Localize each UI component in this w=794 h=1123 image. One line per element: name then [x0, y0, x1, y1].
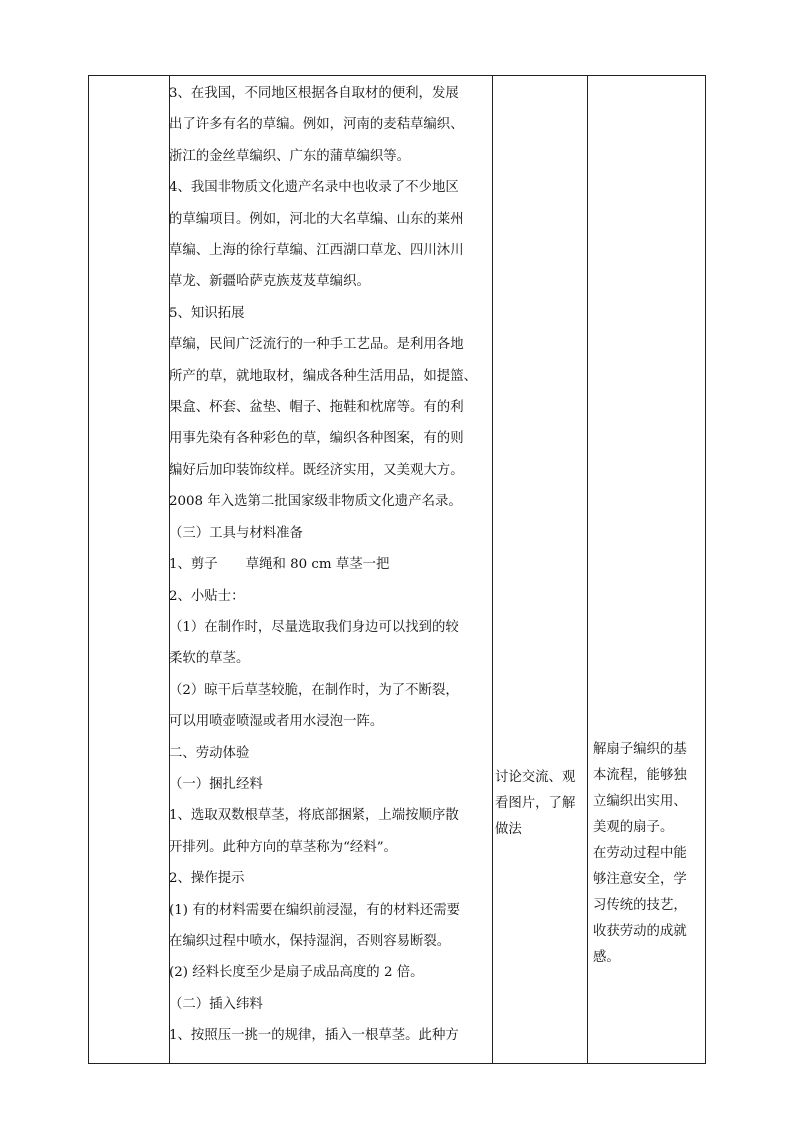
- goal-line: 解扇子编织的基: [593, 742, 687, 757]
- text-line: (2) 经料长度至少是扇子成品高度的 2 倍。: [169, 965, 424, 981]
- text-line: 用事先染有各种彩色的草，编织各种图案，有的则: [169, 431, 464, 447]
- content-column: [169, 78, 485, 1052]
- text-line: (1) 有的材料需要在编织前浸湿，有的材料还需要: [169, 902, 461, 918]
- method-column: [495, 765, 585, 843]
- text-line: 2、操作提示: [169, 871, 245, 887]
- text-line: 4、我国非物质文化遗产名录中也收录了不少地区: [169, 180, 459, 196]
- tools-line: [169, 549, 485, 580]
- text-line: 果盒、杯套、盆垫、帽子、拖鞋和枕席等。有的利: [169, 400, 464, 416]
- column-divider: [587, 76, 588, 1063]
- column-divider: [492, 76, 493, 1063]
- goal-line: 在劳动过程中能: [593, 846, 687, 861]
- text-line: 柔软的草茎。: [169, 651, 250, 667]
- text-line: 可以用喷壶喷湿或者用水浸泡一阵。: [169, 714, 384, 730]
- text-line: 5、知识拓展: [169, 305, 245, 321]
- text-line: （2）晾干后草茎较脆，在制作时，为了不断裂，: [169, 682, 459, 698]
- goal-line: 够注意安全，学: [593, 872, 687, 887]
- text-line: （三）工具与材料准备: [169, 525, 303, 541]
- method-line: 看图片，了解: [495, 796, 576, 811]
- text-line: 所产的草，就地取材，编成各种生活用品，如提篮、: [169, 368, 477, 384]
- text-line: 的草编项目。例如，河北的大名草编、山东的莱州: [169, 211, 464, 227]
- goal-line: 本流程，能够独: [593, 768, 687, 783]
- goal-column: [593, 737, 703, 971]
- text-line: 浙江的金丝草编织、广东的蒲草编织等。: [169, 148, 411, 164]
- text-line: 1、按照压一挑一的规律，插入一根草茎。此种方: [169, 1028, 459, 1044]
- text-line: 2008 年入选第二批国家级非物质文化遗产名录。: [169, 494, 462, 510]
- goal-line: 立编织出实用、: [593, 794, 687, 809]
- text-line: 开排列。此种方向的草茎称为“经料”。: [169, 839, 397, 855]
- text-line: 3、在我国，不同地区根据各自取材的便利，发展: [169, 86, 459, 101]
- text-line: 编好后加印装饰纹样。既经济实用，又美观大方。: [169, 462, 464, 478]
- goal-line: 美观的扇子。: [593, 820, 674, 835]
- text-line: 出了许多有名的草编。例如，河南的麦秸草编织、: [169, 117, 464, 133]
- method-line: 讨论交流、观: [495, 770, 576, 785]
- text-line: （1）在制作时，尽量选取我们身边可以找到的较: [169, 619, 459, 635]
- text-line: 在编织过程中喷水，保持湿润，否则容易断裂。: [169, 933, 451, 949]
- text-line: （一）捆扎经料: [169, 776, 263, 792]
- goal-line: 习传统的技艺，: [593, 898, 687, 913]
- text-line: 草龙、新疆哈萨克族芨芨草编织。: [169, 274, 370, 290]
- tools-right: 草绳和 80 cm 草茎一把: [245, 557, 390, 573]
- tools-left: 1、剪子: [169, 557, 218, 573]
- text-line: 二、劳动体验: [169, 745, 250, 761]
- method-line: 做法: [495, 822, 522, 837]
- goal-line: 感。: [593, 950, 620, 965]
- text-line: 1、选取双数根草茎，将底部捆紧，上端按顺序散: [169, 808, 459, 824]
- text-line: 草编、上海的徐行草编、江西湖口草龙、四川沐川: [169, 243, 464, 259]
- goal-line: 收获劳动的成就: [593, 924, 687, 939]
- text-line: （二）插入纬料: [169, 996, 263, 1012]
- text-line: 2、小贴士：: [169, 588, 245, 604]
- text-line: 草编，民间广泛流行的一种手工艺品。是利用各地: [169, 337, 464, 353]
